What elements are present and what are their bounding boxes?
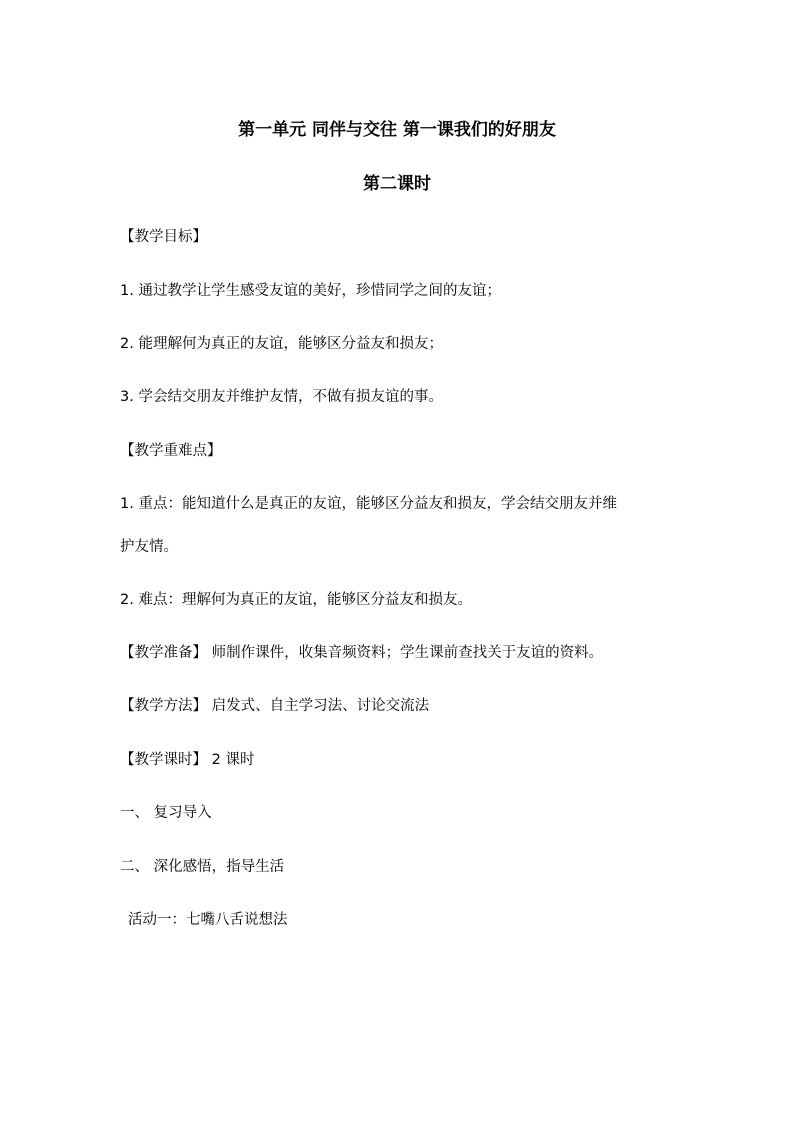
activity-one: 活动一：七嘴八舌说想法 bbox=[128, 912, 288, 928]
objective-item-3: 3. 学会结交朋友并维护友情，不做有损友谊的事。 bbox=[120, 389, 443, 405]
periods-line: 【教学课时】 2 课时 bbox=[120, 752, 255, 768]
section-review-intro: 一、 复习导入 bbox=[120, 805, 212, 821]
document-title: 第一单元 同伴与交往 第一课我们的好朋友 bbox=[238, 120, 556, 140]
objective-item-2: 2. 能理解何为真正的友谊，能够区分益友和损友； bbox=[120, 336, 443, 352]
section-heading-key-points: 【教学重难点】 bbox=[120, 443, 222, 459]
section-deepen-guide: 二、 深化感悟，指导生活 bbox=[120, 859, 285, 875]
key-point-item-1-continued: 护友情。 bbox=[120, 539, 178, 555]
key-point-item-2: 2. 难点：理解何为真正的友谊，能够区分益友和损友。 bbox=[120, 592, 472, 608]
objective-item-1: 1. 通过教学让学生感受友谊的美好，珍惜同学之间的友谊； bbox=[120, 283, 501, 299]
methods-line: 【教学方法】 启发式、自主学习法、讨论交流法 bbox=[120, 698, 430, 714]
preparation-line: 【教学准备】 师制作课件，收集音频资料；学生课前查找关于友谊的资料。 bbox=[120, 645, 604, 661]
section-heading-objectives: 【教学目标】 bbox=[120, 229, 207, 245]
key-point-item-1: 1. 重点：能知道什么是真正的友谊，能够区分益友和损友，学会结交朋友并维 bbox=[120, 496, 617, 512]
document-subtitle: 第二课时 bbox=[363, 174, 431, 194]
